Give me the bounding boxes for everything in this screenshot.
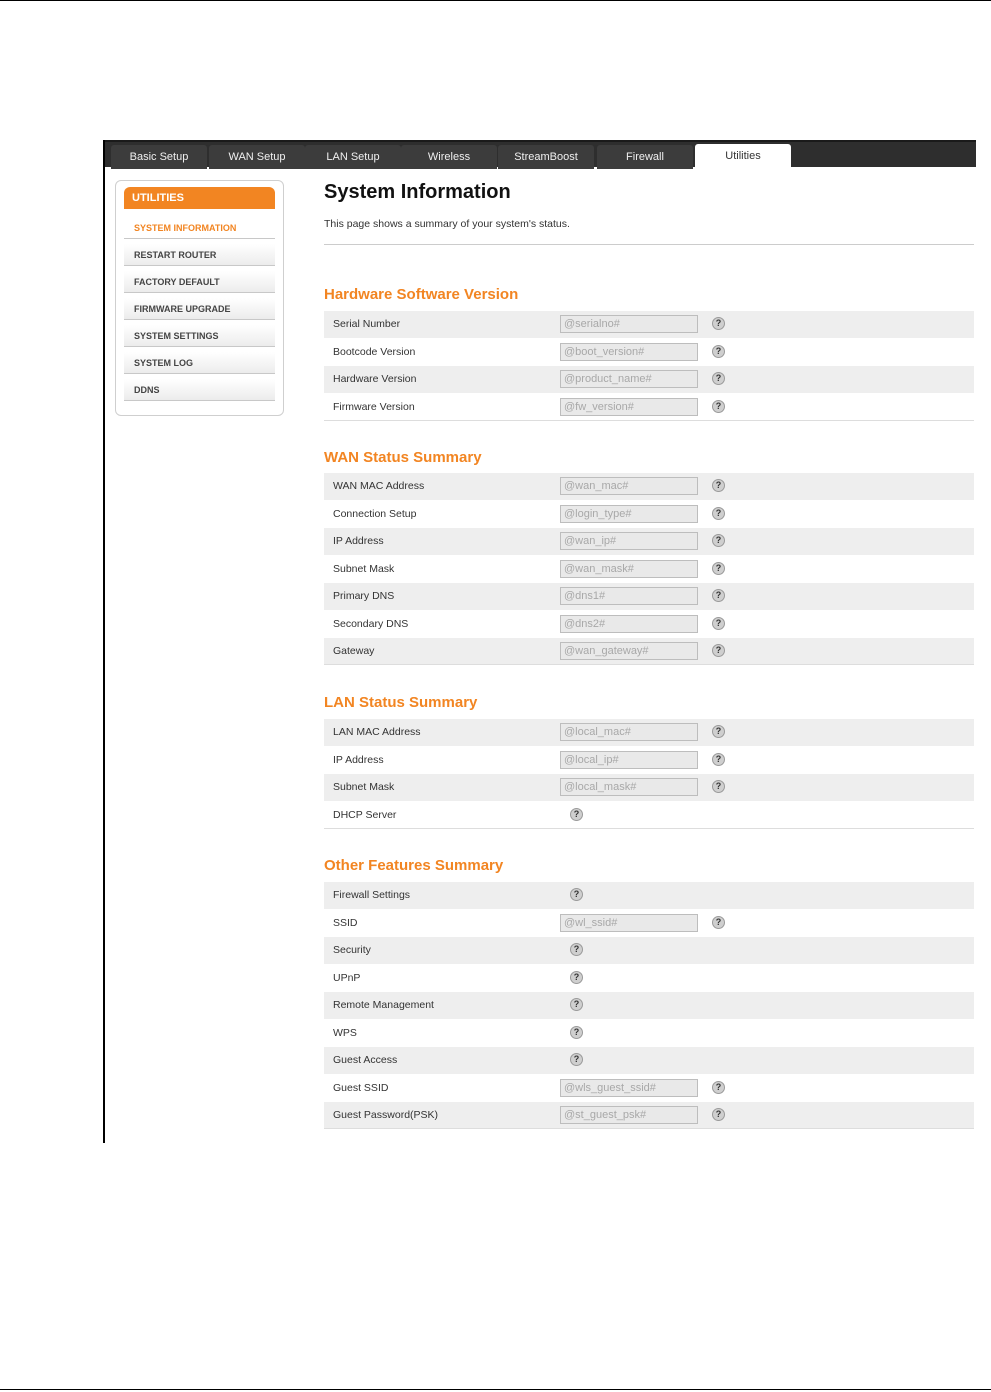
status-row [324,882,974,909]
help-icon[interactable]: ? [570,971,583,984]
value-field[interactable] [560,587,698,605]
help-icon[interactable]: ? [712,507,725,520]
help-icon[interactable]: ? [712,725,725,738]
status-row [324,583,974,610]
section-title: WAN Status Summary [324,449,482,466]
help-icon[interactable]: ? [570,888,583,901]
status-row [324,747,974,774]
tab-utilities[interactable]: Utilities [695,144,791,169]
sidebar-title: UTILITIES [124,187,275,209]
status-row [324,1102,974,1129]
row-label: UPnP [333,972,361,984]
help-icon[interactable]: ? [712,534,725,547]
row-label: Gateway [333,645,375,657]
status-row [324,638,974,665]
status-row [324,366,974,393]
tab-wan-setup[interactable]: WAN Setup [209,145,305,169]
status-row [324,473,974,500]
value-field[interactable] [560,560,698,578]
status-row [324,528,974,555]
status-row [324,774,974,801]
help-icon[interactable]: ? [570,808,583,821]
help-icon[interactable]: ? [712,372,725,385]
help-icon[interactable]: ? [712,1081,725,1094]
page-description: This page shows a summary of your system's status. [324,218,570,230]
help-icon[interactable]: ? [570,943,583,956]
help-icon[interactable]: ? [712,644,725,657]
help-icon[interactable]: ? [712,345,725,358]
help-icon[interactable]: ? [712,400,725,413]
help-icon[interactable]: ? [570,1053,583,1066]
value-field[interactable] [560,315,698,333]
tab-firewall[interactable]: Firewall [597,145,693,169]
row-label: IP Address [333,754,384,766]
status-row [324,965,974,992]
row-label: Firmware Version [333,401,415,413]
sidebar [115,180,284,416]
row-label: WPS [333,1027,357,1039]
row-label: Serial Number [333,318,401,330]
section-title: Hardware Software Version [324,286,519,303]
value-field[interactable] [560,723,698,741]
help-icon[interactable]: ? [712,916,725,929]
row-label: Hardware Version [333,373,417,385]
status-row [324,394,974,421]
help-icon[interactable]: ? [712,317,725,330]
value-field[interactable] [560,477,698,495]
status-row [324,311,974,338]
help-icon[interactable]: ? [712,780,725,793]
sidebar-item-system-settings[interactable]: SYSTEM SETTINGS [124,325,275,347]
row-label: Guest SSID [333,1082,389,1094]
row-label: Connection Setup [333,508,417,520]
sidebar-item-system-log[interactable]: SYSTEM LOG [124,352,275,374]
help-icon[interactable]: ? [712,617,725,630]
row-label: Subnet Mask [333,563,395,575]
row-label: Secondary DNS [333,618,409,630]
sidebar-item-ddns[interactable]: DDNS [124,379,275,401]
page-top-rule [0,0,991,1]
status-row [324,910,974,937]
row-label: Security [333,944,371,956]
status-row [324,611,974,638]
status-row [324,339,974,366]
help-icon[interactable]: ? [712,1108,725,1121]
section-title: LAN Status Summary [324,694,478,711]
value-field[interactable] [560,751,698,769]
help-icon[interactable]: ? [712,753,725,766]
value-field[interactable] [560,370,698,388]
row-label: IP Address [333,535,384,547]
status-row [324,556,974,583]
value-field[interactable] [560,532,698,550]
tab-streamboost[interactable]: StreamBoost [498,145,594,169]
status-row [324,1047,974,1074]
tab-bar [105,140,976,167]
value-field[interactable] [560,778,698,796]
row-label: Subnet Mask [333,781,395,793]
row-label: DHCP Server [333,809,397,821]
status-row [324,501,974,528]
help-icon[interactable]: ? [712,562,725,575]
help-icon[interactable]: ? [712,479,725,492]
help-icon[interactable]: ? [712,589,725,602]
value-field[interactable] [560,615,698,633]
row-label: LAN MAC Address [333,726,421,738]
value-field[interactable] [560,1106,698,1124]
row-label: WAN MAC Address [333,480,425,492]
row-label: Firewall Settings [333,889,411,901]
row-label: Remote Management [333,999,434,1011]
value-field[interactable] [560,914,698,932]
sidebar-item-firmware-upgrade[interactable]: FIRMWARE UPGRADE [124,298,275,320]
page-title: System Information [324,181,511,203]
page-bottom-rule [0,1389,991,1390]
row-label: Guest Access [333,1054,398,1066]
sidebar-item-factory-default[interactable]: FACTORY DEFAULT [124,271,275,293]
row-label: Primary DNS [333,590,395,602]
value-field[interactable] [560,398,698,416]
value-field[interactable] [560,1079,698,1097]
tab-lan-setup[interactable]: LAN Setup [305,145,401,169]
sidebar-item-restart-router[interactable]: RESTART ROUTER [124,244,275,266]
value-field[interactable] [560,343,698,361]
tab-basic-setup[interactable]: Basic Setup [111,145,207,169]
row-label: Guest Password(PSK) [333,1109,439,1121]
value-field[interactable] [560,642,698,660]
sidebar-item-system-information[interactable]: SYSTEM INFORMATION [124,217,275,239]
status-row [324,1075,974,1102]
section-title: Other Features Summary [324,857,504,874]
help-icon[interactable]: ? [570,998,583,1011]
status-row [324,937,974,964]
status-row [324,1020,974,1047]
row-label: Bootcode Version [333,346,416,358]
status-row [324,992,974,1019]
value-field[interactable] [560,505,698,523]
help-icon[interactable]: ? [570,1026,583,1039]
status-row [324,719,974,746]
tab-wireless[interactable]: Wireless [401,145,497,169]
status-row [324,802,974,829]
row-label: SSID [333,917,358,929]
title-divider [324,244,974,245]
